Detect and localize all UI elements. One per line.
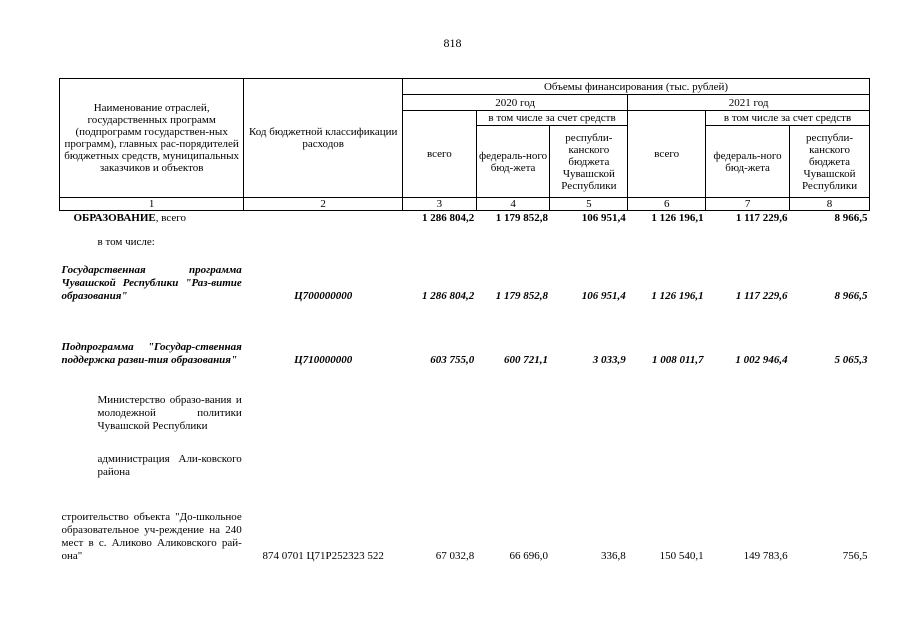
row-name — [60, 211, 244, 225]
column-number: 6 — [628, 198, 706, 211]
budget-table — [59, 78, 870, 563]
header-volumes: Объемы финансирования (тыс. рублей) — [403, 79, 870, 95]
page-number: 818 — [443, 36, 462, 50]
cell-value: 1 179 852,8 — [495, 289, 548, 302]
header-federal-2021: федераль-ного бюд-жета — [706, 126, 790, 198]
row-code: Ц710000000 — [294, 353, 353, 366]
cell-value: 106 951,4 — [581, 289, 626, 302]
cell-value: 1 179 852,8 — [495, 211, 548, 224]
cell-value: 1 117 229,6 — [735, 211, 788, 224]
cell-value: 66 696,0 — [509, 549, 548, 562]
cell-value: 600 721,1 — [503, 353, 548, 366]
row-name-bold: ОБРАЗОВАНИЕ — [73, 211, 156, 224]
header-year-2020: 2020 год — [403, 95, 628, 111]
cell-value: 8 966,5 — [834, 289, 868, 302]
header-name: Наименование отраслей, государственных программ (подпрограмм государствен-ных программ), главных рас-порядителей бюджетных средств, муниципальных заказчиков и объектов — [60, 79, 244, 198]
column-number: 3 — [403, 198, 477, 211]
header-total-2020: всего — [403, 111, 477, 198]
cell-value: 1 126 196,1 — [651, 289, 704, 302]
cell-value: 756,5 — [842, 549, 868, 562]
column-number: 1 — [60, 198, 244, 211]
header-year-2021: 2021 год — [628, 95, 870, 111]
row-name: в том числе: — [97, 235, 155, 248]
row-name: строительство объекта "До-школьное образовательное уч-реждение на 240 мест в с. Аликово Аликовского рай-она" — [61, 510, 242, 562]
table-row — [60, 367, 870, 433]
cell-value: 1 008 011,7 — [651, 353, 704, 366]
cell-value: 8 966,5 — [834, 211, 868, 224]
table-row — [60, 225, 870, 249]
cell-value: 67 032,8 — [435, 549, 475, 562]
row-code — [244, 211, 403, 225]
cell-value: 106 951,4 — [581, 211, 626, 224]
cell-value: 1 126 196,1 — [651, 211, 704, 224]
cell-value: 1 286 804,2 — [422, 289, 475, 302]
row-name: Подпрограмма "Государ-ственная поддержка разви-тия образования" — [61, 340, 242, 366]
cell-value: 1 117 229,6 — [735, 289, 788, 302]
header-republican-2021: республи-канского бюджета Чувашской Республики — [790, 126, 870, 198]
header-code: Код бюджетной классификации расходов — [244, 79, 403, 198]
table-row — [60, 303, 870, 367]
header-republican-2020: республи-канского бюджета Чувашской Республики — [550, 126, 628, 198]
table-row — [60, 479, 870, 563]
row-name: администрация Али-ковского района — [97, 452, 242, 478]
table-row — [60, 211, 870, 225]
header-total-2021: всего — [628, 111, 706, 198]
cell-value: 3 033,9 — [592, 353, 626, 366]
cell-value: 150 540,1 — [659, 549, 704, 562]
row-name: Государственная программа Чувашской Республики "Раз-витие образования" — [61, 263, 242, 302]
table-row — [60, 433, 870, 479]
row-code: Ц700000000 — [294, 289, 353, 302]
header-federal-2020: федераль-ного бюд-жета — [476, 126, 550, 198]
cell-value: 603 755,0 — [430, 353, 475, 366]
cell-value: 5 065,3 — [834, 353, 868, 366]
cell-value: 1 002 946,4 — [735, 353, 788, 366]
cell-value: 1 286 804,2 — [422, 211, 475, 224]
row-code: 874 0701 Ц71Р252323 522 — [262, 549, 384, 562]
column-number: 4 — [476, 198, 550, 211]
header-including-2020: в том числе за счет средств — [476, 111, 628, 126]
table-row — [60, 249, 870, 303]
row-name: Министерство образо-вания и молодежной политики Чувашской Республики — [97, 393, 242, 432]
column-number: 5 — [550, 198, 628, 211]
column-number: 2 — [244, 198, 403, 211]
cell-value: 149 783,6 — [743, 549, 788, 562]
column-number: 8 — [790, 198, 870, 211]
column-number: 7 — [706, 198, 790, 211]
cell-value: 336,8 — [601, 549, 626, 562]
row-name-rest: , всего — [155, 211, 186, 224]
header-including-2021: в том числе за счет средств — [706, 111, 870, 126]
